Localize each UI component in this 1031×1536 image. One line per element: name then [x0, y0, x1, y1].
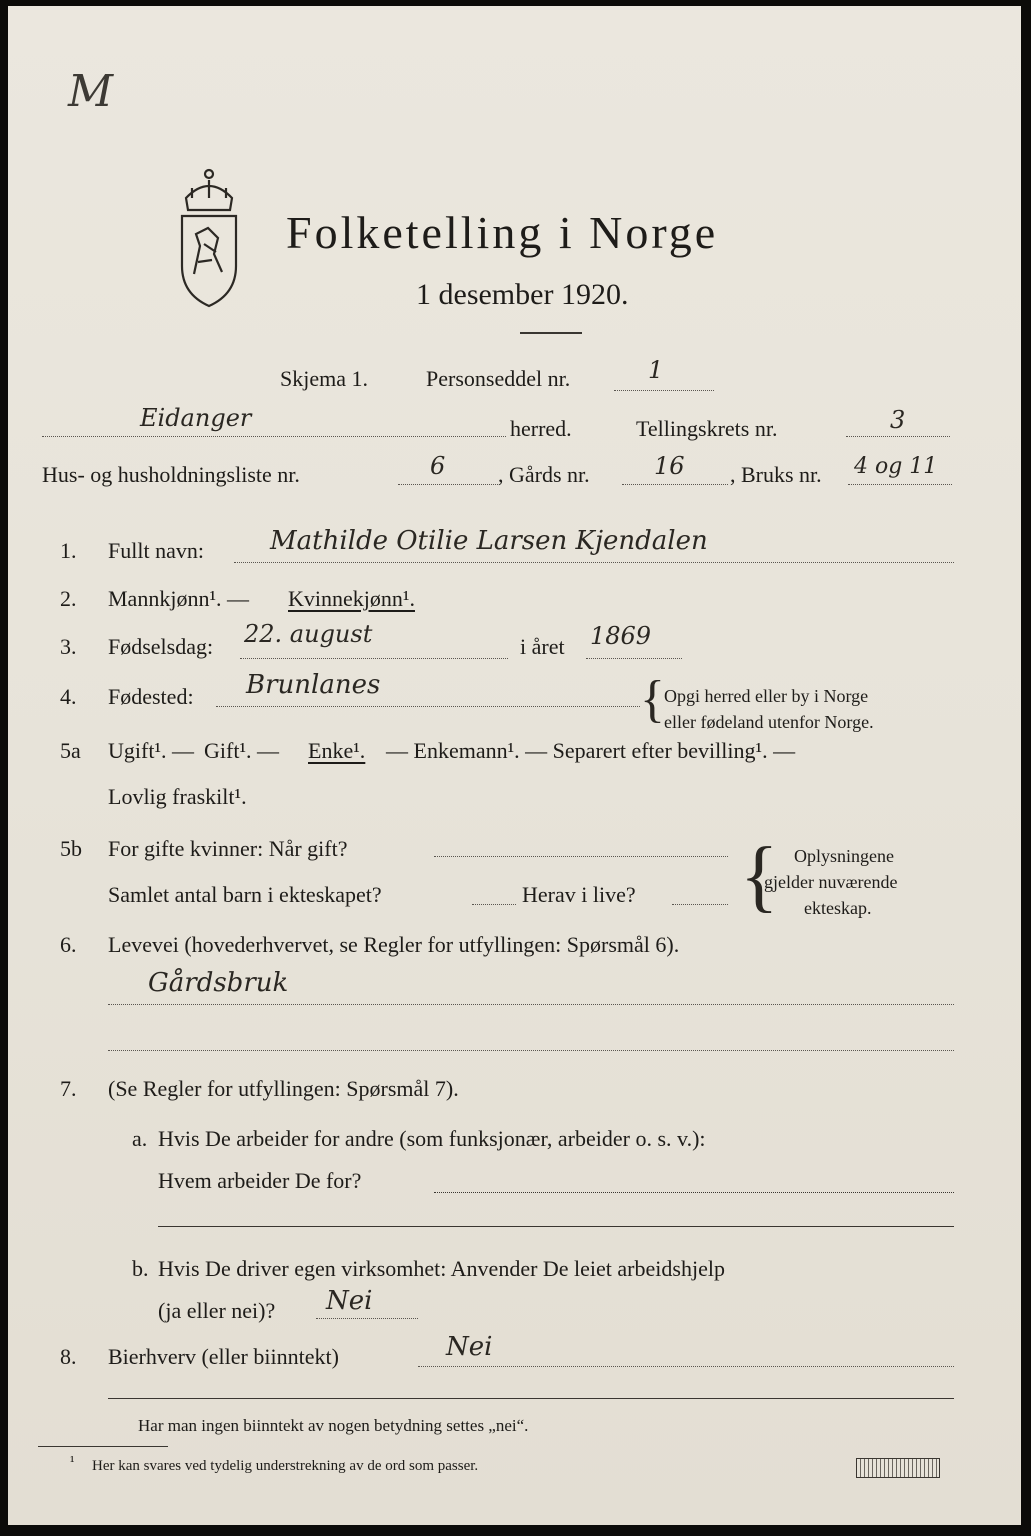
- q5b-line-1: [434, 856, 728, 857]
- footnote-divider: [38, 1446, 168, 1447]
- corner-mark: M: [68, 66, 114, 117]
- q5b-number: 5b: [60, 836, 82, 861]
- q5a-enkemann: — Enkemann¹. — Separert efter bevilling¹. —: [386, 738, 796, 763]
- q4-value: Brunlanes: [246, 670, 381, 700]
- q3-value: 22. august: [244, 620, 373, 648]
- printer-stamp: [856, 1458, 940, 1478]
- q1-label: Fullt navn:: [108, 538, 204, 563]
- q5b-note-line3: ekteskap.: [804, 898, 872, 918]
- q6-label: Levevei (hovederhvervet, se Regler for utfyllingen: Spørsmål 6).: [108, 932, 680, 957]
- q1-number: 1.: [60, 538, 77, 563]
- q3-number: 3.: [60, 634, 77, 659]
- census-form-sheet: [8, 6, 1021, 1525]
- q3-line: [240, 658, 508, 659]
- q5b-label-2: Samlet antal barn i ekteskapet?: [108, 882, 382, 907]
- q7a-number: a.: [132, 1126, 148, 1151]
- skjema-label: Skjema 1.: [280, 366, 368, 391]
- q8-label: Bierhverv (eller biinntekt): [108, 1344, 339, 1369]
- tellingskrets-line: [846, 436, 950, 437]
- footnote-mark: ¹: [70, 1454, 75, 1470]
- bruks-line: [848, 484, 952, 485]
- q1-value: Mathilde Otilie Larsen Kjendalen: [270, 526, 708, 556]
- q5b-label-3: Herav i live?: [522, 882, 636, 907]
- q1-line: [234, 562, 954, 563]
- q5a-fraskilt: Lovlig fraskilt¹.: [108, 784, 247, 809]
- q5a-number: 5a: [60, 738, 81, 763]
- q2-mannkjonn: Mannkjønn¹. —: [108, 586, 250, 611]
- q7a-label-2: Hvem arbeider De for?: [158, 1168, 362, 1193]
- q7a-label: Hvis De arbeider for andre (som funksjonær, arbeider o. s. v.):: [158, 1126, 706, 1151]
- q6-line-1: [108, 1004, 954, 1005]
- tellingskrets-value: 3: [890, 406, 906, 434]
- herred-value: Eidanger: [140, 404, 252, 432]
- hus-label: Hus- og husholdningsliste nr.: [42, 462, 300, 487]
- form-date: 1 desember 1920.: [416, 278, 629, 311]
- q2-kvinnekjonn: Kvinnekjønn¹.: [288, 586, 415, 611]
- q5a-gift: Gift¹. —: [204, 738, 280, 763]
- q3-label: Fødselsdag:: [108, 634, 214, 659]
- personseddel-value: 1: [648, 356, 664, 384]
- title-divider: [520, 332, 582, 334]
- hus-line: [398, 484, 498, 485]
- q4-note-brace: {: [640, 671, 665, 728]
- q7b-line: [316, 1318, 418, 1319]
- herred-line: [42, 436, 506, 437]
- q7b-value: Nei: [326, 1286, 373, 1316]
- q5b-line-2: [472, 904, 516, 905]
- q4-number: 4.: [60, 684, 77, 709]
- gards-line: [622, 484, 728, 485]
- q5a-ugift: Ugift¹. —: [108, 738, 195, 763]
- bruks-value: 4 og 11: [854, 454, 938, 479]
- q3-year-value: 1869: [590, 622, 652, 650]
- q6-number: 6.: [60, 932, 77, 957]
- q6-line-2: [108, 1050, 954, 1051]
- q3-year-label: i året: [520, 634, 565, 659]
- tellingskrets-label: Tellingskrets nr.: [636, 416, 778, 441]
- gards-label: , Gårds nr.: [498, 462, 590, 487]
- q7-label: (Se Regler for utfyllingen: Spørsmål 7).: [108, 1076, 459, 1101]
- q5b-note-brace: {: [740, 832, 779, 920]
- form-title: Folketelling i Norge: [286, 207, 719, 258]
- personseddel-label: Personseddel nr.: [426, 366, 571, 391]
- q2-number: 2.: [60, 586, 77, 611]
- q7b-label-2: (ja eller nei)?: [158, 1298, 276, 1323]
- q8-line-1: [418, 1366, 954, 1367]
- q4-label: Fødested:: [108, 684, 194, 709]
- q7-number: 7.: [60, 1076, 77, 1101]
- q3-year-line: [586, 658, 682, 659]
- q6-value: Gårdsbruk: [148, 968, 289, 998]
- hus-value: 6: [430, 452, 446, 480]
- q5b-note-line2: gjelder nuværende: [764, 872, 898, 892]
- q5b-note-line1: Oplysningene: [794, 846, 894, 866]
- q8-number: 8.: [60, 1344, 77, 1369]
- q7b-label: Hvis De driver egen virksomhet: Anvender De leiet arbeidshjelp: [158, 1256, 725, 1281]
- personseddel-line: [614, 390, 714, 391]
- gards-value: 16: [654, 452, 685, 480]
- footer-note: Har man ingen biinntekt av nogen betydning settes „nei“.: [138, 1416, 529, 1435]
- q8-value: Nei: [446, 1332, 493, 1362]
- coat-of-arms-icon: [168, 154, 250, 314]
- q5b-label-1: For gifte kvinner: Når gift?: [108, 836, 348, 861]
- q4-note-line2: eller fødeland utenfor Norge.: [664, 712, 874, 732]
- q5a-enke: Enke¹.: [308, 738, 366, 763]
- q4-note-line1: Opgi herred eller by i Norge: [664, 686, 869, 706]
- q7b-number: b.: [132, 1256, 149, 1281]
- q8-line-2: [108, 1398, 954, 1399]
- q5b-line-3: [672, 904, 728, 905]
- q7a-line-1: [434, 1192, 954, 1193]
- herred-label: herred.: [510, 416, 572, 441]
- q7a-line-2: [158, 1226, 954, 1227]
- q4-line: [216, 706, 640, 707]
- bruks-label: , Bruks nr.: [730, 462, 822, 487]
- footnote-text: Her kan svares ved tydelig understrekning av de ord som passer.: [92, 1458, 479, 1474]
